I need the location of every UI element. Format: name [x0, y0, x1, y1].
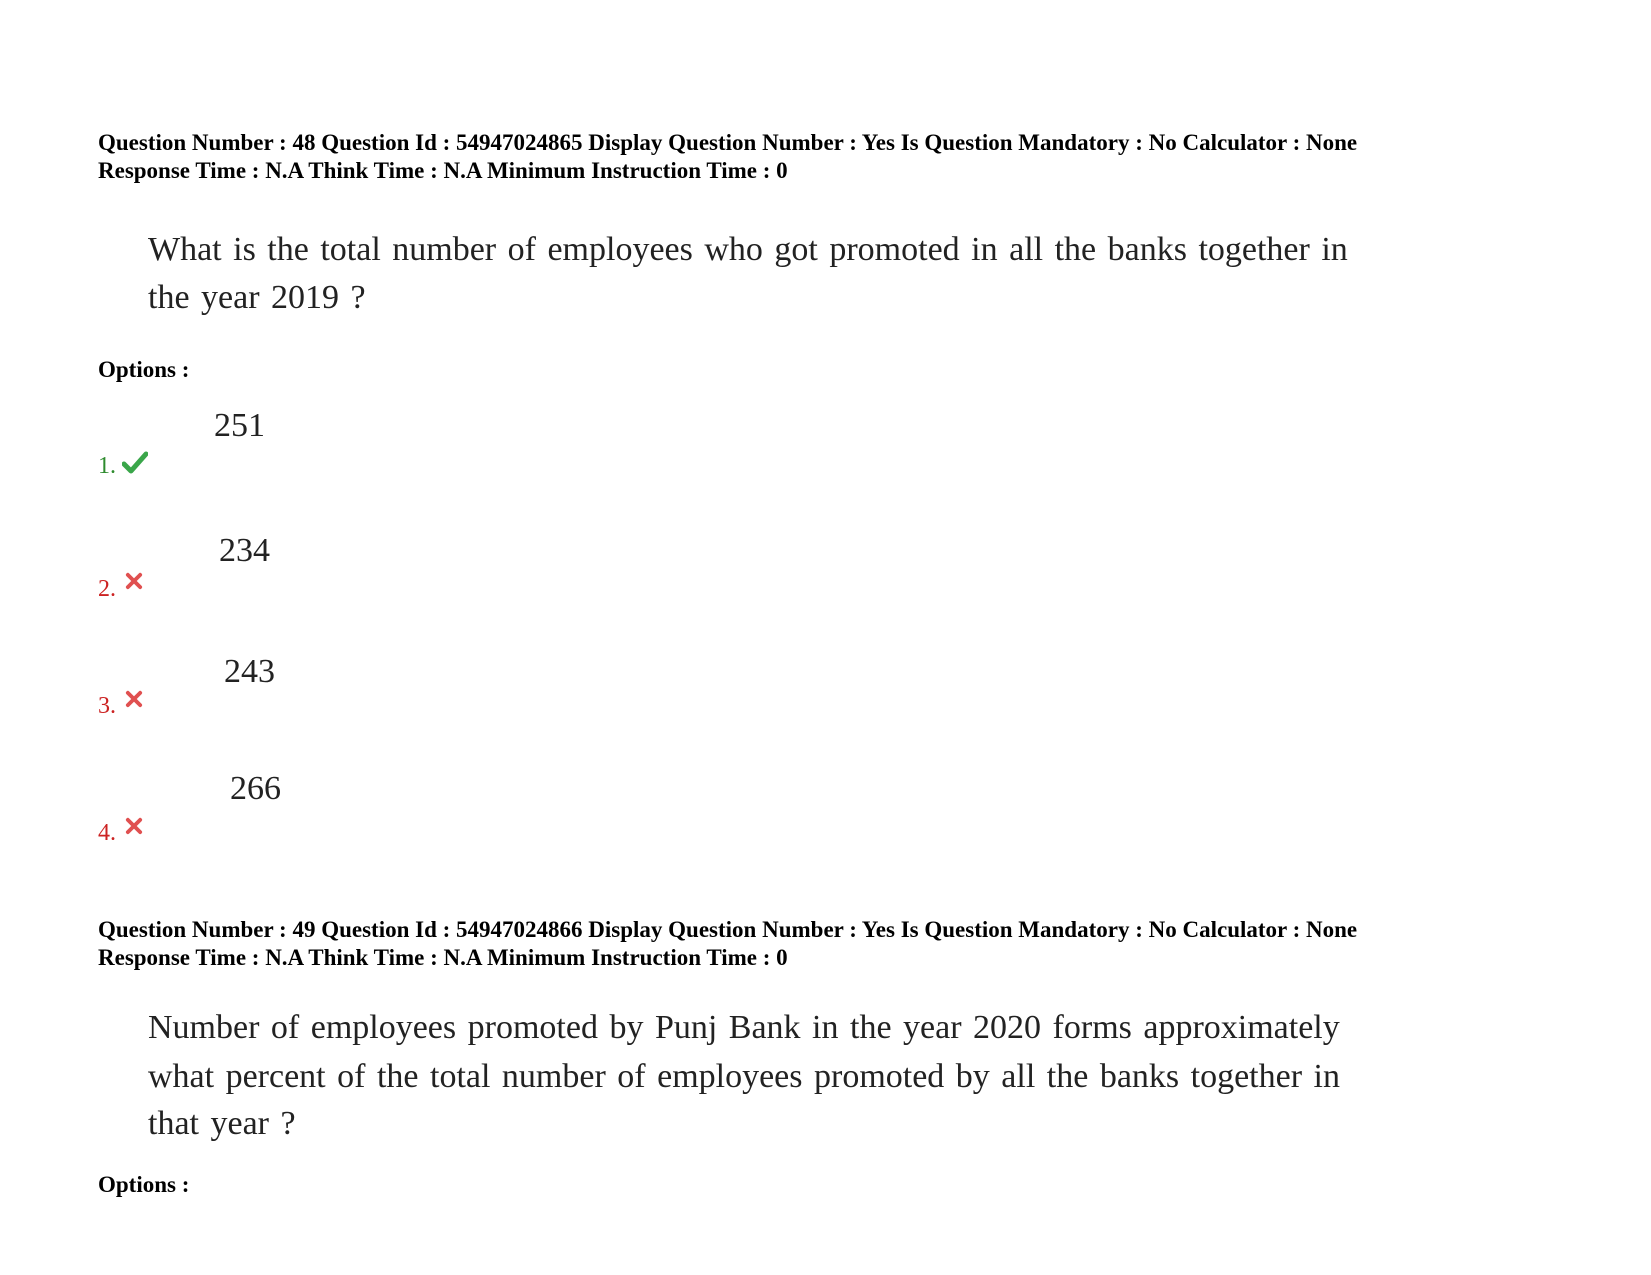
- question-49-text-line-2: what percent of the total number of employees promoted by all the banks together in: [148, 1058, 1340, 1095]
- cross-icon: [124, 816, 144, 836]
- question-48-text-line-1: What is the total number of employees who got promoted in all the banks together in: [148, 231, 1348, 268]
- check-icon: [122, 450, 148, 476]
- cross-icon: [124, 571, 144, 591]
- question-49-meta-line-1: Question Number : 49 Question Id : 54947024866 Display Question Number : Yes Is Question Mandatory : No Calculator : None: [98, 917, 1358, 942]
- question-49-text-line-1: Number of employees promoted by Punj Bank in the year 2020 forms approximately: [148, 1009, 1340, 1046]
- option-3-number: 3.: [98, 693, 116, 719]
- option-1-number: 1.: [98, 453, 116, 479]
- question-49-text-line-3: that year ?: [148, 1105, 296, 1142]
- question-49-meta-line-2: Response Time : N.A Think Time : N.A Minimum Instruction Time : 0: [98, 945, 788, 970]
- question-48-meta-line-1: Question Number : 48 Question Id : 54947024865 Display Question Number : Yes Is Question Mandatory : No Calculator : None: [98, 130, 1358, 155]
- question-48-meta-line-2: Response Time : N.A Think Time : N.A Minimum Instruction Time : 0: [98, 158, 788, 183]
- question-48-text-line-2: the year 2019 ?: [148, 279, 366, 316]
- option-2-value: 234: [219, 532, 270, 569]
- option-3-value: 243: [224, 653, 275, 690]
- option-1-value: 251: [214, 407, 265, 444]
- cross-icon: [124, 689, 144, 709]
- option-2-number: 2.: [98, 576, 116, 602]
- option-4-number: 4.: [98, 820, 116, 846]
- question-48-options-label: Options :: [98, 357, 190, 382]
- option-4-value: 266: [230, 770, 281, 807]
- question-49-options-label: Options :: [98, 1172, 190, 1197]
